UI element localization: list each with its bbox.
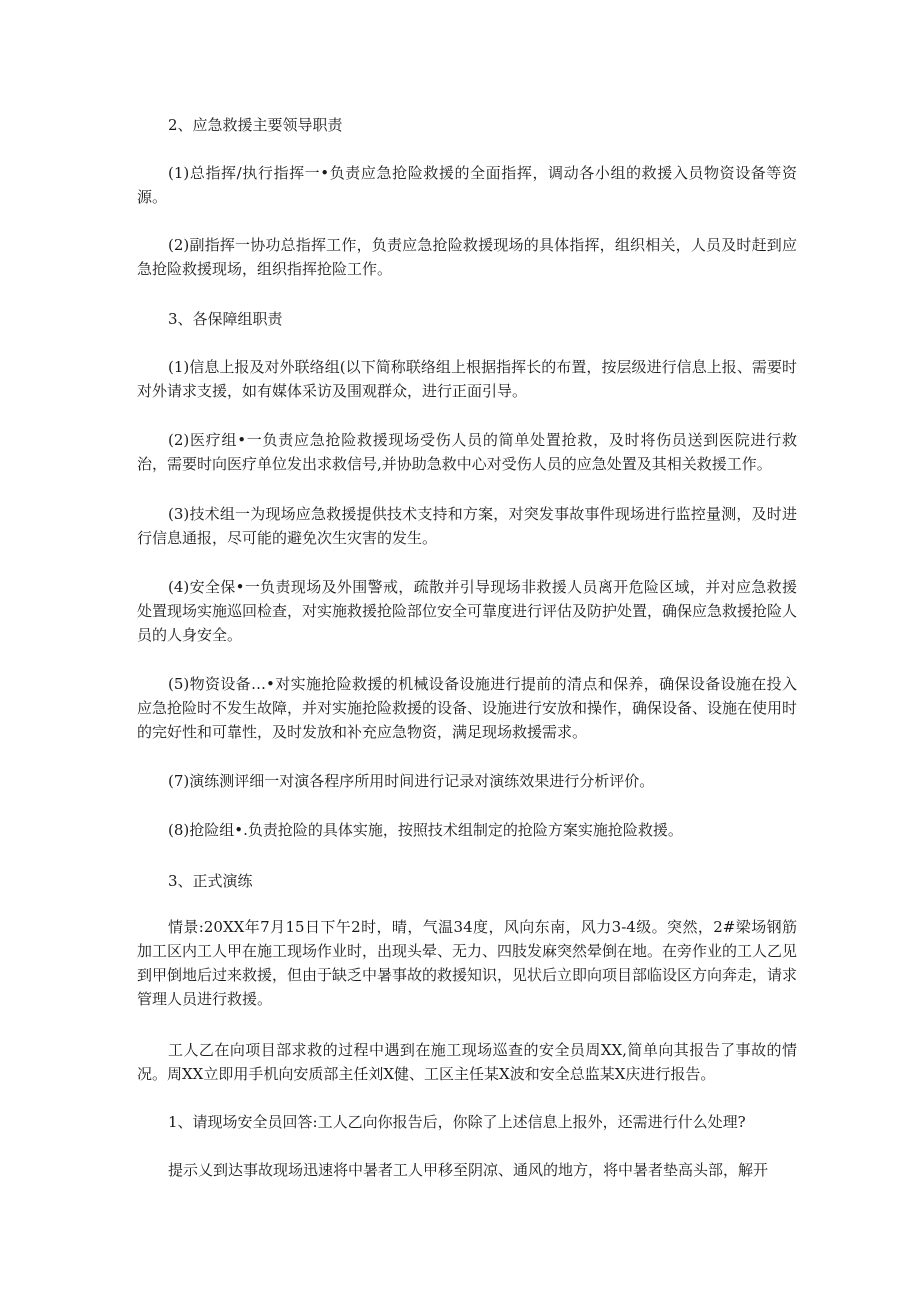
section-heading-formal-drill: 3、正式演练 (168, 872, 253, 890)
section-heading-leadership: 2、应急救援主要领导职责 (168, 116, 343, 134)
paragraph-scenario: 情景:20XX年7月15日下午2时，晴，气温34度，风向东南，风力3-4级。突然，2#梁场钢筋加工区内工人甲在施工现场作业时，出现头晕、无力、四肢发麻突然晕倒在地。在旁作业的工人乙见到甲倒地后过来救援，但由于缺乏中暑事故的救援知识，见状后立即向项目部临设区方向奔走，请求管理人员进行救援。 (137, 918, 798, 1008)
section-heading-support-groups: 3、各保障组职责 (168, 310, 283, 328)
paragraph-deputy-commander: (2)副指挥一协功总指挥工作，负责应急抢险救援现场的具体指挥，组织相关，人员及时赶到应急抢险救援现场，组织指挥抢险工作。 (137, 236, 797, 278)
paragraph-materials-group: (5)物资设备…•对实施抢险救援的机械设备设施进行提前的清点和保养，确保设备设施在投入应急抢险时不发生故障，并对实施抢险救援的设备、设施进行安放和操作，确保设备、设施在使用时的完好性和可靠性，及时发放和补充应急物资，满足现场救援需求。 (137, 675, 798, 741)
paragraph-hint: 提示乂到达事故现场迅速将中暑者工人甲移至阴凉、通风的地方，将中暑者垫高头部，解开 (168, 1161, 769, 1179)
paragraph-report: 工人乙在向项目部求救的过程中遇到在施工现场巡查的安全员周XX,简单向其报告了事故的情况。周XX立即用手机向安质部主任刘X健、工区主任某X波和安全总监某X庆进行报告。 (137, 1041, 797, 1083)
paragraph-evaluation-group: (7)演练测评细一对演各程序所用时间进行记录对演练效果进行分析评价。 (168, 772, 655, 790)
paragraph-rescue-group: (8)抢险组•.负责抢险的具体实施，按照技术组制定的抢险方案实施抢险救援。 (168, 821, 683, 839)
paragraph-liaison-group: (1)信息上报及对外联络组(以下简称联络组上根据指挥长的布置，按层级进行信息上报、需要时对外请求支援，如有媒体采访及围观群众，进行正面引导。 (137, 358, 797, 400)
paragraph-question: 1、请现场安全员回答:工人乙向你报告后，你除了上述信息上报外，还需进行什么处理? (168, 1113, 746, 1131)
paragraph-safety-group: (4)安全保•一负责现场及外围警戒，疏散并引导现场非救援人员离开危险区域，并对应急救援处置现场实施巡回检查，对实施救援抢险部位安全可靠度进行评估及防护处置，确保应急救援抢险人员的人身安全。 (137, 578, 798, 644)
paragraph-medical-group: (2)医疗组•一负责应急抢险救援现场受伤人员的简单处置抢救，及时将伤员送到医院进行救治，需要时向医疗单位发出求救信号,并协助急救中心对受伤人员的应急处置及其相关救援工作。 (137, 431, 797, 473)
paragraph-commander: (1)总指挥/执行指挥一•负责应急抢险救援的全面指挥，调动各小组的救援入员物资设备等资源。 (137, 164, 797, 206)
paragraph-technical-group: (3)技术组一为现场应急救援提供技术支持和方案，对突发事故事件现场进行监控量测，及时进行信息通报，尽可能的避免次生灾害的发生。 (137, 505, 797, 547)
